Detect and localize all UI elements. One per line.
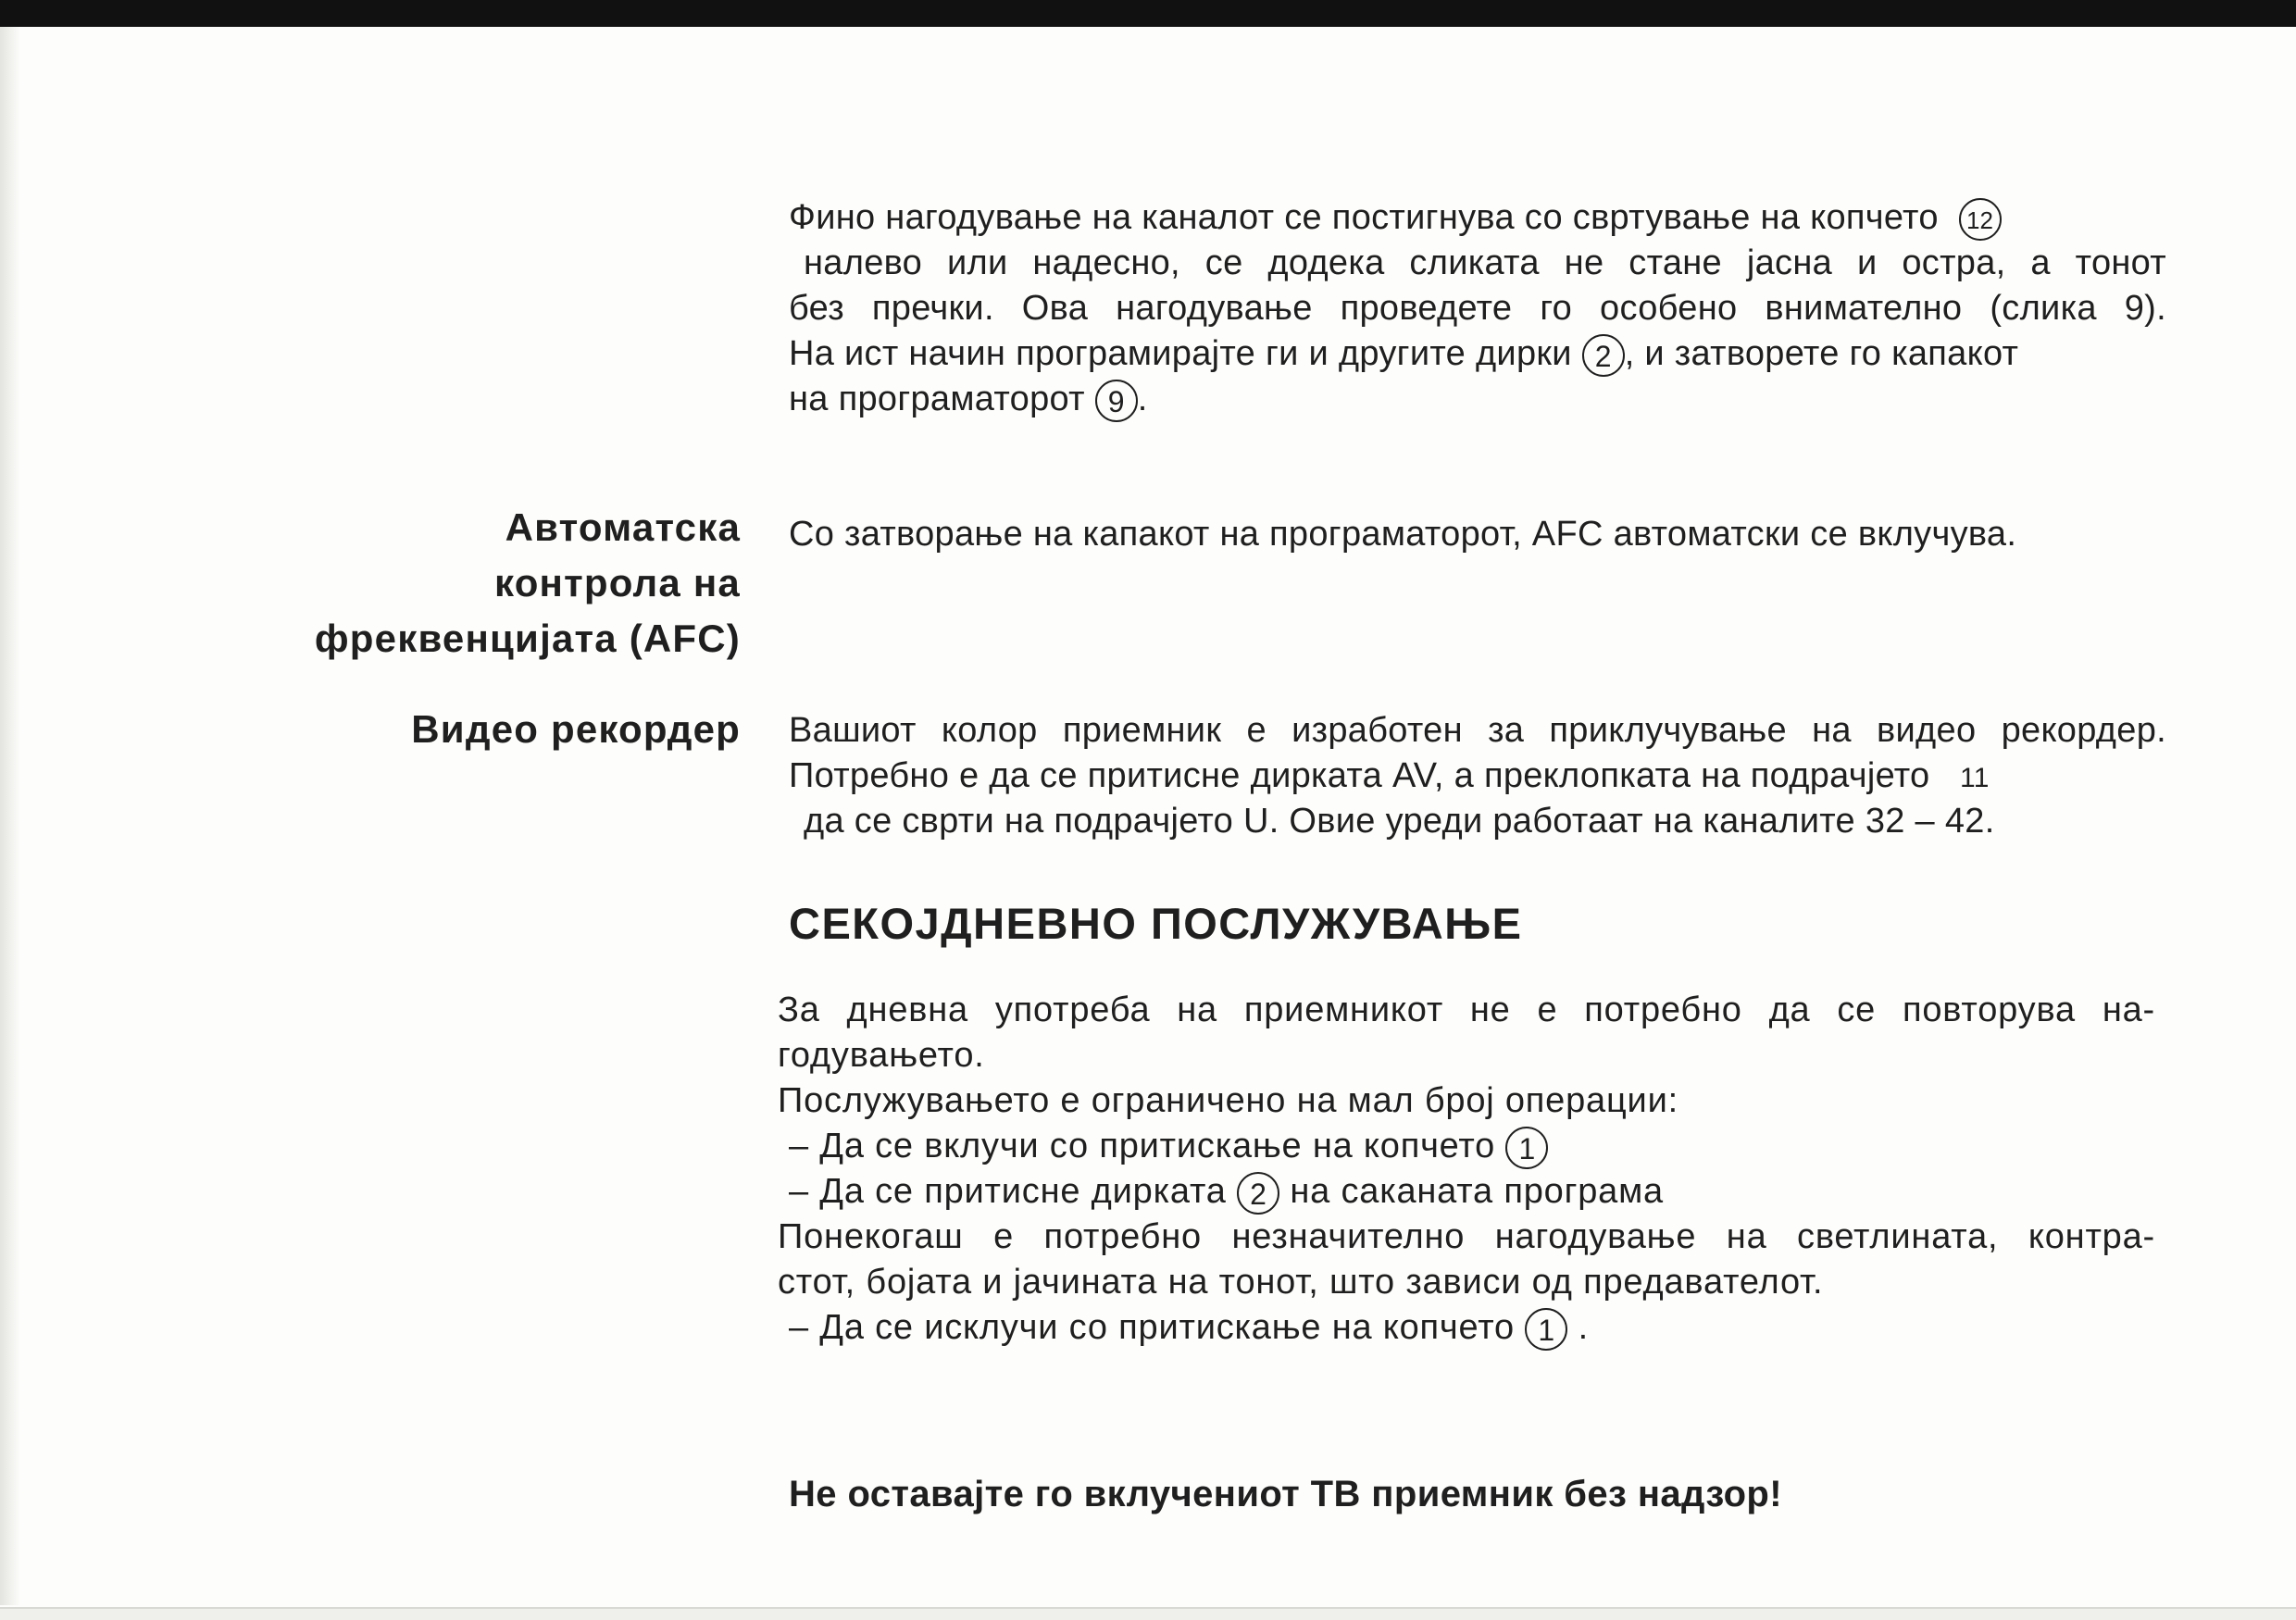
daily-line-2: годувањето. <box>778 1036 985 1075</box>
daily-bullet-1: – Да се вклучи со притискање на копчето 1 <box>789 1123 1548 1169</box>
intro-line-1: Фино нагодување на каналот се постигнува со свртување на копчето 12 <box>789 194 2166 241</box>
video-line-1: Вашиот колор приемник е изработен за приклучување на видео рекордер. <box>789 711 2166 750</box>
switch-11-number: 11 <box>1960 763 1990 793</box>
power-1-marker: 1 <box>1505 1127 1548 1169</box>
daily-line-1: За дневна употреба на приемникот не е потребно да се повторува на- <box>778 991 2155 1029</box>
intro-line-4: На ист начин програмирајте ги и другите дирки 2 , и затворете го капакот <box>789 330 2166 377</box>
afc-heading-line-3: фреквенцијата (AFC) <box>314 617 741 660</box>
daily-section-title: СЕКОЈДНЕВНО ПОСЛУЖУВАЊЕ <box>789 899 1523 948</box>
intro-line-5: на програматорот 9 . <box>789 376 2166 422</box>
intro-line-3: без пречки. Ова нагодување проведете го особено внимателно (слика 9). <box>789 289 2166 328</box>
afc-heading-line-1: Автоматска <box>505 505 741 549</box>
warning-text: Не оставајте го вклучениот ТВ приемник без надзор! <box>789 1474 1782 1514</box>
video-line-3: да се сврти на подрачјето U. Овие уреди работаат на каналите 32 – 42. <box>804 802 1995 841</box>
daily-line-6: Понекогаш е потребно незначително нагодување на светлината, контра- <box>778 1217 2155 1256</box>
power-1-marker-off: 1 <box>1525 1308 1567 1351</box>
daily-bullet-2: – Да се притисне дирката 2 на саканата програма <box>789 1168 1664 1215</box>
afc-heading-line-2: контрола на <box>494 561 741 604</box>
key-2-marker-daily: 2 <box>1237 1172 1279 1215</box>
knob-12-marker: 12 <box>1959 198 2002 241</box>
video-heading: Видео рекордер <box>411 707 741 751</box>
lid-9-marker: 9 <box>1095 380 1138 422</box>
intro-line-2: налево или надесно, се додека сликата не стане јасна и остра, а тонот <box>804 243 2166 282</box>
daily-line-3: Послужувањето е ограничено на мал број операции: <box>778 1081 1678 1120</box>
video-line-2: Потребно е да се притисне дирката AV, а преклопката на подрачјето 11 <box>789 756 1990 795</box>
afc-text: Со затворање на капакот на програматорот, AFC автоматски се вклучува. <box>789 515 2017 554</box>
page-spine <box>0 27 20 1605</box>
top-border-bar <box>0 0 2296 27</box>
key-2-marker: 2 <box>1582 334 1625 377</box>
daily-line-7: стот, бојата и јачината на тонот, што зависи од предавателот. <box>778 1263 1824 1302</box>
daily-bullet-3: – Да се исклучи со притискање на копчето 1 . <box>789 1304 1589 1351</box>
